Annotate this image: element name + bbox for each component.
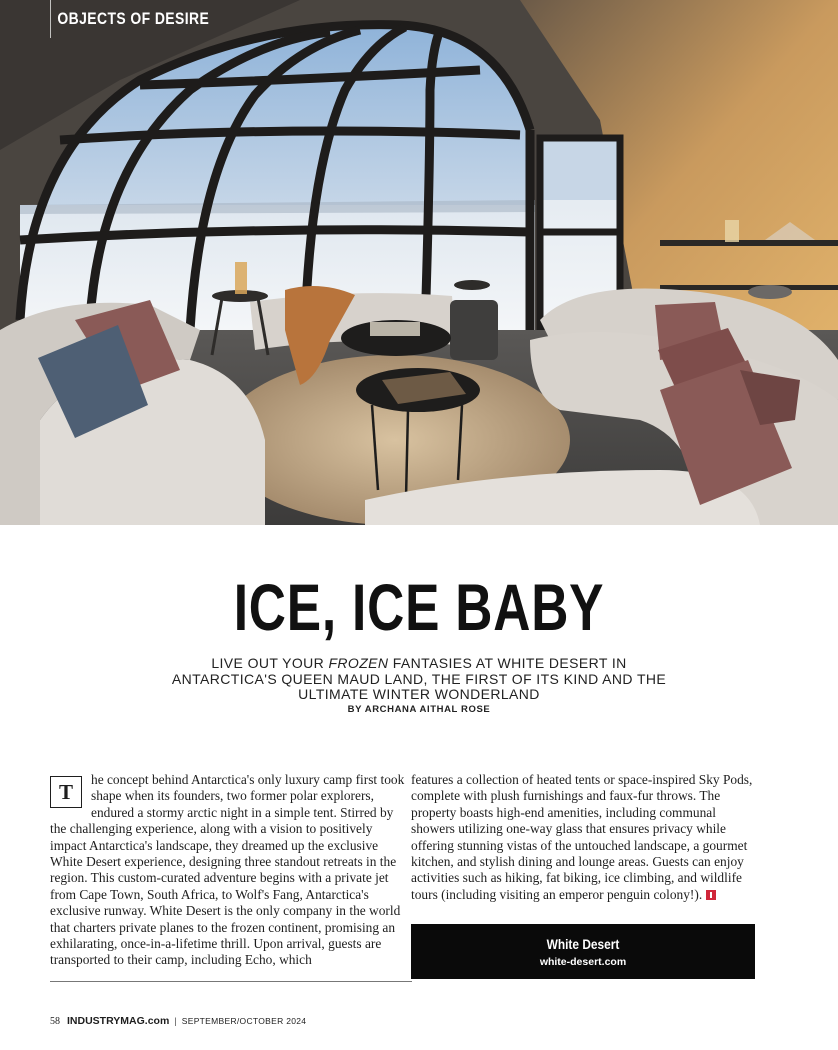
dek-line-3: ULTIMATE WINTER WONDERLAND <box>298 686 540 702</box>
dek-line-1-end: FANTASIES AT WHITE DESERT IN <box>388 655 627 671</box>
info-box-link[interactable]: white-desert.com <box>539 956 627 968</box>
body-text-left: he concept behind Antarctica's only luxury camp first took shape when its founders, two former polar explorers, endured a stormy arctic night in a simple tent. Stirred by the challenging experience, along with a vision to positively impact Antarctica's landscape, they dreamed up the exclusive White Desert experience, designing three standout retreats in the region. This custom-curated adventure begins with a private jet from Cape Town, South Africa, to Wolf's Fang, Antarctica's exclusive runway. White Desert is the only company in the world that charters private planes to the frozen continent, promising an exhilarating, once-in-a-lifetime thrill. Upon arrival, guests are transported to their camp, including Echo, which <box>50 772 405 968</box>
dek-emphasis: FROZEN <box>328 655 389 671</box>
footer-separator: | <box>174 1016 177 1027</box>
article-headline: ICE, ICE BABY <box>233 570 605 644</box>
body-column-right <box>411 772 756 903</box>
body-paragraph-2 <box>411 772 756 903</box>
drop-cap: T <box>50 776 82 808</box>
end-of-article-icon <box>706 890 716 900</box>
byline: BY ARCHANA AITHAL ROSE <box>347 704 491 715</box>
issue-date: SEPTEMBER/OCTOBER 2024 <box>181 1016 307 1026</box>
page-footer <box>50 1015 306 1027</box>
info-box <box>411 924 755 979</box>
dek-line-1 <box>150 656 688 672</box>
article-dek <box>150 656 688 703</box>
body-text-right: features a collection of heated tents or space-inspired Sky Pods, complete with plush furnishings and faux-fur throws. The property boasts high-end amenities, including communal showers utilizing one-way glass that ensures privacy while offering stunning vistas of the untouched landscape, a gourmet kitchen, and stylish dining and lounge areas. Guests can enjoy activities such as hiking, fat biking, ice climbing, and wildlife tours (including visiting an emperor penguin colony!). <box>411 772 753 902</box>
dek-line-1-start: LIVE OUT YOUR <box>211 655 329 671</box>
footer-divider <box>50 981 412 982</box>
body-column-left <box>50 772 405 969</box>
body-paragraph-1 <box>50 772 405 969</box>
section-tag: OBJECTS OF DESIRE <box>50 0 209 38</box>
info-box-name: White Desert <box>546 936 620 952</box>
footer-site-link[interactable]: INDUSTRYMAG.com <box>67 1015 170 1027</box>
dek-line-2: ANTARCTICA'S QUEEN MAUD LAND, THE FIRST OF ITS KIND AND THE <box>171 670 667 687</box>
page-number: 58 <box>50 1016 60 1027</box>
